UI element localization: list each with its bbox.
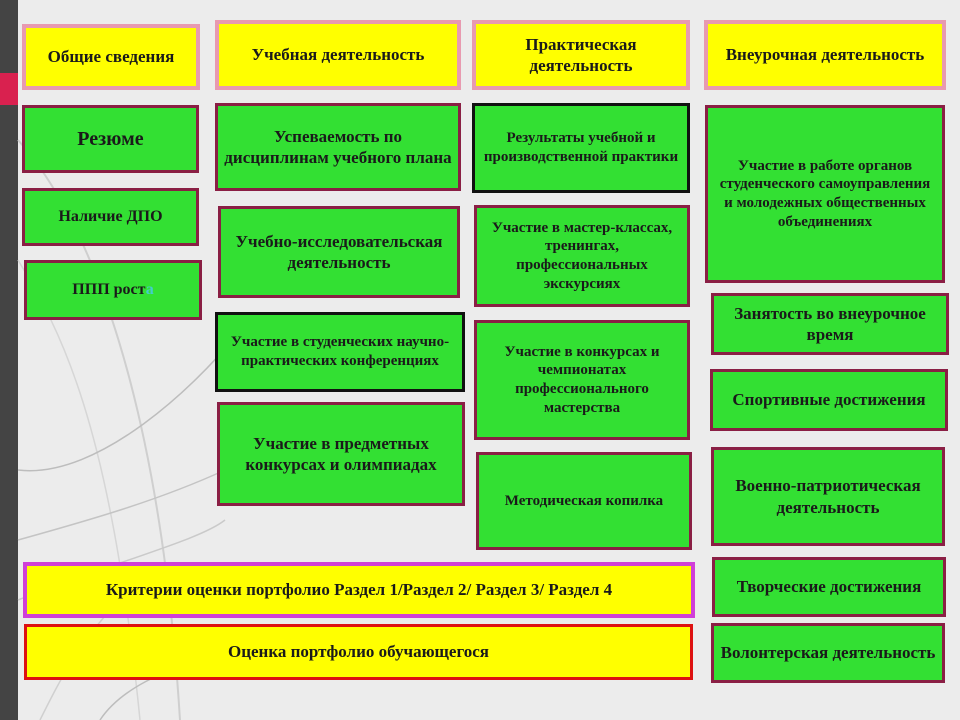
card-research-label: Учебно-исследовательская деятельность <box>235 231 443 272</box>
card-conferences-label: Участие в студенческих научно-практических конференциях <box>230 334 450 369</box>
card-practice-results-label: Результаты учебной и производственной практики <box>483 130 679 165</box>
card-research <box>218 206 460 298</box>
card-olympiads <box>217 402 465 506</box>
card-military <box>711 447 945 546</box>
card-resume-label: Резюме <box>77 127 144 150</box>
card-sport-label: Спортивные достижения <box>732 390 926 410</box>
card-sport <box>710 369 948 431</box>
header-practical-label: Практическая деятельность <box>525 34 637 75</box>
header-academic-label: Учебная деятельность <box>251 45 425 65</box>
card-olympiads-label: Участие в предметных конкурсах и олимпиадах <box>245 433 437 474</box>
card-employment-label: Занятость во внеурочное время <box>734 303 926 344</box>
card-dpo-label: Наличие ДПО <box>58 208 163 225</box>
card-volunteer <box>711 623 945 683</box>
card-military-label: Военно-патриотическая деятельность <box>735 476 921 517</box>
card-masterclasses <box>474 205 690 307</box>
card-ppp-growth-main: ППП рост <box>72 281 146 298</box>
card-volunteer-label: Волонтерская деятельность <box>720 643 936 663</box>
card-competitions <box>474 320 690 440</box>
card-academic-progress <box>215 103 461 191</box>
header-extracurricular <box>704 20 946 90</box>
left-accent-marker <box>0 73 18 105</box>
header-academic <box>215 20 461 90</box>
header-general <box>22 24 200 90</box>
decorative-curve <box>18 470 225 540</box>
card-ppp-growth <box>24 260 202 320</box>
card-masterclasses-label: Участие в мастер-классах, тренингах, профессиональных экскурсиях <box>491 219 673 292</box>
card-method-label: Методическая копилка <box>504 492 664 509</box>
card-competitions-label: Участие в конкурсах и чемпионатах профессионального мастерства <box>504 343 660 416</box>
card-method <box>476 452 692 550</box>
left-sidebar-strip <box>0 0 18 720</box>
card-conferences <box>215 312 465 392</box>
card-self-government-label: Участие в работе органов студенческого самоуправления и молодежных общественных объединениях <box>719 157 931 230</box>
header-practical <box>472 20 690 90</box>
card-resume <box>22 105 199 173</box>
card-creative-label: Творческие достижения <box>736 577 922 597</box>
criteria-bar <box>23 562 695 618</box>
header-general-label: Общие сведения <box>47 47 175 67</box>
criteria-bar-label: Критерии оценки портфолио Раздел 1/Раздел 2/ Раздел 3/ Раздел 4 <box>105 580 613 600</box>
card-creative <box>712 557 946 617</box>
card-dpo <box>22 188 199 246</box>
card-ppp-growth-label <box>72 280 153 300</box>
assessment-bar <box>24 624 693 680</box>
card-employment <box>711 293 949 355</box>
decorative-curve <box>18 340 232 471</box>
card-self-government <box>705 105 945 283</box>
card-ppp-growth-tail: а <box>145 281 154 298</box>
card-academic-progress-label: Успеваемость по дисциплинам учебного плана <box>224 126 452 167</box>
header-extracurricular-label: Внеурочная деятельность <box>725 45 925 65</box>
assessment-bar-label: Оценка портфолио обучающегося <box>227 642 489 662</box>
card-practice-results <box>472 103 690 193</box>
